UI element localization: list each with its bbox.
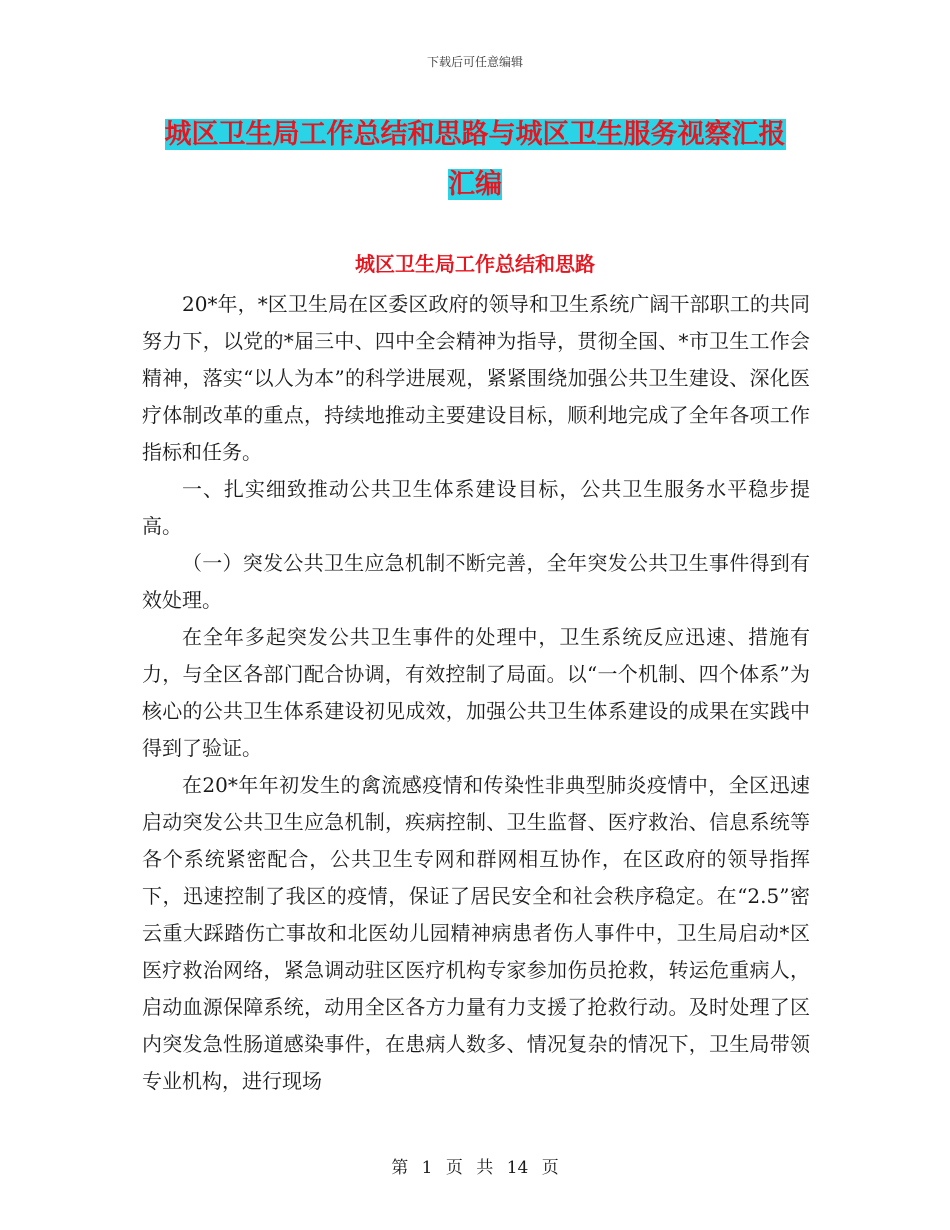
page-number: 1 — [421, 1158, 433, 1178]
total-pages: 14 — [506, 1158, 529, 1178]
body-text — [142, 286, 810, 1100]
page-unit: 页 — [445, 1158, 463, 1178]
paragraph: 在全年多起突发公共卫生事件的处理中，卫生系统反应迅速、措施有力，与全区各部门配合协调，有效控制了局面。以“一个机制、四个体系”为核心的公共卫生体系建设初见成效，加强公共卫生体系建设的成果在实践中得到了验证。 — [142, 625, 810, 760]
section-title: 城区卫生局工作总结和思路 — [355, 252, 595, 276]
header-note: 下载后可任意编辑 — [426, 55, 523, 69]
document-title — [140, 110, 810, 210]
paragraph: （一）突发公共卫生应急机制不断完善，全年突发公共卫生事件得到有效处理。 — [142, 551, 810, 612]
paragraph: 20*年，*区卫生局在区委区政府的领导和卫生系统广阔干部职工的共同努力下，以党的*届三中、四中全会精神为指导，贯彻全国、*市卫生工作会精神，落实“以人为本”的科学进展观，紧紧围绕加强公共卫生建设、深化医疗体制改革的重点，持续地推动主要建设目标，顺利地完成了全年各项工作指标和任务。 — [142, 292, 810, 464]
total-label: 共 — [476, 1158, 494, 1178]
page-label: 第 — [391, 1158, 409, 1178]
paragraph: 在20*年年初发生的禽流感疫情和传染性非典型肺炎疫情中，全区迅速启动突发公共卫生应急机制，疾病控制、卫生监督、医疗救治、信息系统等各个系统紧密配合，公共卫生专网和群网相互协作，在区政府的领导指挥下，迅速控制了我区的疫情，保证了居民安全和社会秩序稳定。在“2.5”密云重大踩踏伤亡事故和北医幼儿园精神病患者伤人事件中，卫生局启动*区医疗救治网络，紧急调动驻区医疗机构专家参加伤员抢救，转运危重病人，启动血源保障系统，动用全区各方力量有力支援了抢救行动。及时处理了区内突发急性肠道感染事件，在患病人数多、情况复杂的情况下，卫生局带领专业机构，进行现场 — [142, 773, 810, 1093]
paragraph: 一、扎实细致推动公共卫生体系建设目标，公共卫生服务水平稳步提高。 — [142, 477, 810, 538]
total-unit: 页 — [541, 1158, 559, 1178]
document-title-line1: 城区卫生局工作总结和思路与城区卫生服务视察汇报 — [164, 119, 786, 150]
page-footer — [0, 1153, 950, 1178]
document-title-line2: 汇编 — [448, 169, 502, 200]
